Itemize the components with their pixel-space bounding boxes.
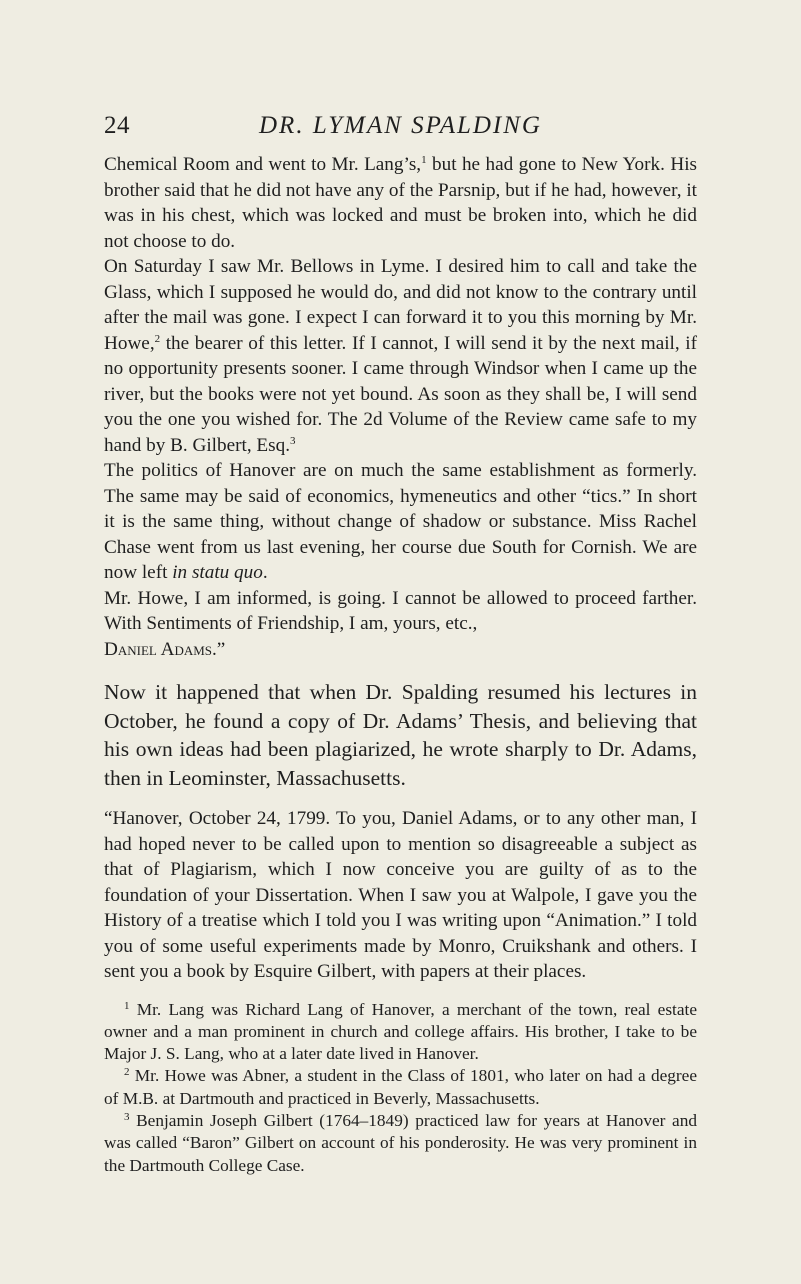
letter-paragraph: Chemical Room and went to Mr. Lang’s,$^1$ but he had gone to New York. His brother said that he did not have any of the Parsnip, but if he had, however, it was in his chest, which was locked and must be broken into, which he did not choose to do. [104,154,697,252]
footnote: $^1$ Mr. Lang was Richard Lang of Hanover, a merchant of the town, real estate owner and a man prominent in church and college affairs. His brother, I take to be Major J. S. Lang, who at a later date lived in Hanover. [104,999,697,1064]
footnote-ref[interactable]: 3 [290,434,296,447]
footnote-ref[interactable]: 1 [421,154,427,166]
letter-signature: Daniel Adams.” [104,638,226,660]
footnotes [104,999,697,1177]
footnote: $^3$ Benjamin Joseph Gilbert (1764–1849) practiced law for years at Hanover and was called “Baron” Gilbert on account of his ponderosity. He was very prominent in the Dartmouth College Case. [104,1110,697,1175]
page-number: 24 [104,112,130,139]
second-letter [104,806,697,985]
narrative-paragraph: Now it happened that when Dr. Spalding resumed his lectures in October, he found a copy of Dr. Adams’ Thesis, and believing that his own ideas had been plagiarized, he wrote sharply to Dr. Adams, then in Leominster, Massachusetts. [104,680,697,790]
letter-paragraph: The politics of Hanover are on much the same establishment as formerly. The same may be said of economics, hymeneutics and other “tics.” In short it is the same thing, without change of shadow or substance. Miss Rachel Chase went from us last evening, her course due South for Cornish. We are now left in statu quo. [104,460,697,583]
letter-paragraph: “Hanover, October 24, 1799. To you, Daniel Adams, or to any other man, I had hoped never to be called upon to mention so disagreeable a subject as that of Plagiarism, which I now conceive you are guilty of as to the foundation of your Dissertation. When I saw you at Walpole, I gave you the History of a treatise which I told you I was writing upon “Animation.” I told you of some useful experiments made by Monro, Cruikshank and others. I sent you a book by Esquire Gilbert, with papers at their places. [104,808,697,982]
letter-paragraph: On Saturday I saw Mr. Bellows in Lyme. I desired him to call and take the Glass, which I supposed he would do, and did not know to the contrary until after the mail was gone. I expect I can forward it to you this morning by Mr. Howe,$^2$ the bearer of this letter. If I cannot, I will send it by the next mail, if no opportunity presents sooner. I came through Windsor when I came up the river, but the books were not yet bound. As soon as they shall be, I will send you the one you wished for. The 2d Volume of the Review came safe to my hand by B. Gilbert, Esq.$^3$ [104,256,697,456]
letter-body [104,152,697,662]
running-head: DR. LYMAN SPALDING [259,112,542,139]
letter-paragraph: Mr. Howe, I am informed, is going. I cannot be allowed to proceed farther. With Sentiments of Friendship, I am, yours, etc., [104,587,697,634]
footnote-ref[interactable]: 2 [154,332,161,345]
footnote: $^2$ Mr. Howe was Abner, a student in the Class of 1801, who later on had a degree of M.B. at Dartmouth and practiced in Beverly, Massachusetts. [104,1066,697,1108]
page-header [104,104,697,148]
